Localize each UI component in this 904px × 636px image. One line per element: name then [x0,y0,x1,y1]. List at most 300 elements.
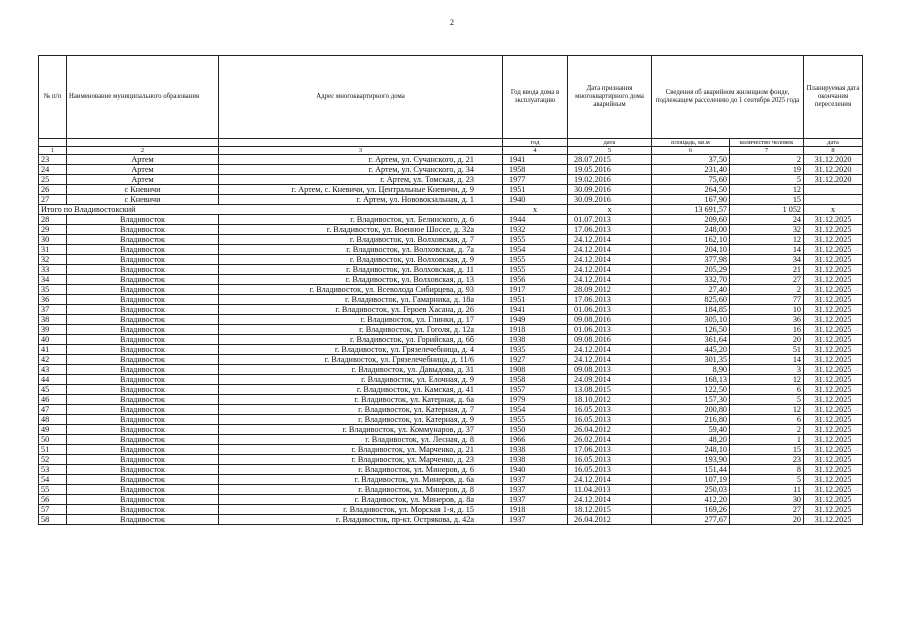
end-date-cell: 31.12.2025 [804,225,863,235]
area-cell: 209,60 [652,215,730,225]
year-cell: 1918 [503,505,568,515]
year-cell: 1937 [503,495,568,505]
recognition-date-cell: 09.08.2013 [568,365,652,375]
municipality-cell: Владивосток [67,295,219,305]
recognition-date-cell: 24.12.2014 [568,475,652,485]
units-empty [219,139,503,147]
recognition-date-cell: 13.08.2015 [568,385,652,395]
area-cell: 361,64 [652,335,730,345]
row-number: 30 [39,235,67,245]
area-cell: 37,50 [652,155,730,165]
address-cell: г. Владивосток, ул. Военное Шоссе, д. 32а [219,225,503,235]
address-cell: г. Артем, ул. Сучанского, д. 21 [219,155,503,165]
row-number: 27 [39,195,67,205]
end-date-cell: 31.12.2025 [804,375,863,385]
area-cell: 264,50 [652,185,730,195]
header-year: Год ввода дома в эксплуатацию [503,56,568,139]
people-count-cell: 30 [730,495,804,505]
people-count-cell: 34 [730,255,804,265]
people-count-cell: 36 [730,315,804,325]
table-row [39,355,863,365]
people-count-cell: 27 [730,505,804,515]
column-number: 3 [219,147,503,155]
recognition-date-cell: 16.05.2013 [568,455,652,465]
area-cell: 205,29 [652,265,730,275]
municipality-cell: с Кневичи [67,185,219,195]
people-count-cell: 3 [730,365,804,375]
end-date-cell: 31.12.2025 [804,255,863,265]
recognition-date-cell: 26.04.2012 [568,515,652,525]
year-cell: 1935 [503,345,568,355]
area-cell: 162,10 [652,235,730,245]
row-number: 28 [39,215,67,225]
table-row [39,195,863,205]
table-row [39,395,863,405]
table-row [39,465,863,475]
area-cell: 107,19 [652,475,730,485]
table-row [39,345,863,355]
recognition-date-cell: 11.04.2013 [568,485,652,495]
table-row [39,505,863,515]
recognition-date-cell: 24.12.2014 [568,275,652,285]
year-cell: 1951 [503,185,568,195]
area-cell: 27,40 [652,285,730,295]
address-cell: г. Владивосток, ул. Марченко, д. 21 [219,445,503,455]
end-date-cell: 31.12.2020 [804,165,863,175]
year-cell: 1941 [503,305,568,315]
table-row [39,515,863,525]
end-date-cell: 31.12.2025 [804,315,863,325]
end-date-cell: 31.12.2020 [804,175,863,185]
row-number: 32 [39,255,67,265]
address-cell: г. Владивосток, ул. Волховская, д. 13 [219,275,503,285]
subtotal-date: x [568,205,652,215]
people-count-cell: 5 [730,475,804,485]
recognition-date-cell: 30.09.2016 [568,185,652,195]
address-cell: г. Владивосток, ул. Гоголя, д. 12а [219,325,503,335]
recognition-date-cell: 01.06.2013 [568,325,652,335]
year-cell: 1954 [503,245,568,255]
area-cell: 445,20 [652,345,730,355]
table-row [39,365,863,375]
row-number: 25 [39,175,67,185]
end-date-cell: 31.12.2025 [804,505,863,515]
municipality-cell: Владивосток [67,215,219,225]
end-date-cell: 31.12.2025 [804,395,863,405]
table-row [39,175,863,185]
row-number: 42 [39,355,67,365]
recognition-date-cell: 24.12.2014 [568,265,652,275]
end-date-cell: 31.12.2025 [804,245,863,255]
header-emergency-info: Сведения об аварийном жилищном фонде, подлежащем расселению до 1 сентября 2025 года [652,56,804,139]
address-cell: г. Владивосток, ул. Волховская, д. 7а [219,245,503,255]
people-count-cell: 77 [730,295,804,305]
year-cell: 1940 [503,195,568,205]
area-cell: 193,90 [652,455,730,465]
people-count-cell: 5 [730,175,804,185]
row-number: 48 [39,415,67,425]
people-count-cell: 5 [730,395,804,405]
table-row [39,315,863,325]
end-date-cell [804,195,863,205]
table-row [39,445,863,455]
year-cell: 1937 [503,485,568,495]
recognition-date-cell: 09.08.2016 [568,315,652,325]
end-date-cell [804,185,863,195]
row-number: 29 [39,225,67,235]
area-cell: 184,85 [652,305,730,315]
row-number: 36 [39,295,67,305]
municipality-cell: Владивосток [67,255,219,265]
year-cell: 1955 [503,255,568,265]
municipality-cell: Владивосток [67,425,219,435]
address-cell: г. Владивосток, ул. Коммунаров, д. 37 [219,425,503,435]
area-cell: 126,50 [652,325,730,335]
people-count-cell: 32 [730,225,804,235]
address-cell: г. Владивосток, ул. Гамарника, д. 18а [219,295,503,305]
table-row [39,375,863,385]
year-cell: 1938 [503,455,568,465]
row-number: 47 [39,405,67,415]
table-row [39,235,863,245]
end-date-cell: 31.12.2025 [804,475,863,485]
row-number: 40 [39,335,67,345]
municipality-cell: Артем [67,175,219,185]
table-row [39,255,863,265]
municipality-cell: Владивосток [67,415,219,425]
end-date-cell: 31.12.2025 [804,235,863,245]
row-number: 38 [39,315,67,325]
area-cell: 248,10 [652,445,730,455]
subtotal-people: 1 052 [730,205,804,215]
address-cell: г. Артем, ул. Нововокзальная, д. 1 [219,195,503,205]
municipality-cell: Владивосток [67,475,219,485]
end-date-cell: 31.12.2025 [804,335,863,345]
table-row [39,185,863,195]
subtotal-area: 13 691,57 [652,205,730,215]
address-cell: г. Владивосток, ул. Грязелечебница, д. 4 [219,345,503,355]
people-count-cell: 23 [730,455,804,465]
year-cell: 1958 [503,165,568,175]
area-cell: 8,90 [652,365,730,375]
row-number: 54 [39,475,67,485]
end-date-cell: 31.12.2025 [804,365,863,375]
row-number: 51 [39,445,67,455]
municipality-cell: Владивосток [67,355,219,365]
recognition-date-cell: 18.10.2012 [568,395,652,405]
people-count-cell: 12 [730,185,804,195]
table-row [39,405,863,415]
row-number: 43 [39,365,67,375]
recognition-date-cell: 18.12.2015 [568,505,652,515]
row-number: 26 [39,185,67,195]
year-cell: 1955 [503,415,568,425]
municipality-cell: Владивосток [67,345,219,355]
row-number: 56 [39,495,67,505]
column-numbers-row [39,147,863,155]
municipality-cell: Владивосток [67,245,219,255]
end-date-cell: 31.12.2025 [804,485,863,495]
people-count-cell: 20 [730,335,804,345]
year-cell: 1954 [503,405,568,415]
recognition-date-cell: 24.09.2014 [568,375,652,385]
year-cell: 1950 [503,425,568,435]
area-cell: 75,60 [652,175,730,185]
address-cell: г. Артем, ул. Сучанского, д. 34 [219,165,503,175]
end-date-cell: 31.12.2025 [804,465,863,475]
table-row [39,485,863,495]
people-count-cell: 8 [730,465,804,475]
municipality-cell: Владивосток [67,365,219,375]
area-cell: 169,26 [652,505,730,515]
year-cell: 1979 [503,395,568,405]
row-number: 33 [39,265,67,275]
address-cell: г. Владивосток, ул. Героев Хасана, д. 26 [219,305,503,315]
area-cell: 168,13 [652,375,730,385]
year-cell: 1938 [503,335,568,345]
header-address: Адрес многоквартирного дома [219,56,503,139]
people-count-cell: 6 [730,385,804,395]
year-cell: 1937 [503,475,568,485]
municipality-cell: с Кневичи [67,195,219,205]
end-date-cell: 31.12.2025 [804,415,863,425]
end-date-cell: 31.12.2025 [804,515,863,525]
year-cell: 1918 [503,325,568,335]
end-date-cell: 31.12.2025 [804,345,863,355]
recognition-date-cell: 28.09.2012 [568,285,652,295]
address-cell: г. Владивосток, ул. Минеров, д. 6 [219,465,503,475]
resettlement-table [38,55,863,525]
end-date-cell: 31.12.2020 [804,155,863,165]
people-count-cell: 12 [730,405,804,415]
municipality-cell: Владивосток [67,495,219,505]
table-row [39,225,863,235]
municipality-cell: Владивосток [67,375,219,385]
end-date-cell: 31.12.2025 [804,405,863,415]
municipality-cell: Владивосток [67,235,219,245]
address-cell: г. Владивосток, ул. Морская 1-я, д. 15 [219,505,503,515]
year-cell: 1957 [503,385,568,395]
end-date-cell: 31.12.2025 [804,215,863,225]
column-number: 4 [503,147,568,155]
recognition-date-cell: 16.05.2013 [568,465,652,475]
address-cell: г. Владивосток, ул. Лесная, д. 8 [219,435,503,445]
recognition-date-cell: 24.12.2014 [568,345,652,355]
address-cell: г. Владивосток, ул. Всеволода Сибирцева, д. 93 [219,285,503,295]
address-cell: г. Владивосток, ул. Катерная, д. 6а [219,395,503,405]
row-number: 24 [39,165,67,175]
column-number: 6 [652,147,730,155]
year-cell: 1938 [503,445,568,455]
table-row [39,285,863,295]
subtotal-label: Итого по Владивостокский [39,205,503,215]
people-count-cell: 14 [730,355,804,365]
recognition-date-cell: 16.05.2013 [568,405,652,415]
table-row [39,165,863,175]
area-cell: 412,20 [652,495,730,505]
municipality-cell: Владивосток [67,265,219,275]
people-count-cell: 1 [730,435,804,445]
row-number: 53 [39,465,67,475]
header-municipality: Наименование муниципального образования [67,56,219,139]
end-date-cell: 31.12.2025 [804,455,863,465]
header-end-date: Планируемая дата окончания переселения [804,56,863,139]
table-row [39,155,863,165]
year-cell: 1944 [503,215,568,225]
area-cell: 250,03 [652,485,730,495]
row-number: 31 [39,245,67,255]
people-count-cell: 21 [730,265,804,275]
row-number: 41 [39,345,67,355]
subtotal-row [39,205,863,215]
year-cell: 1966 [503,435,568,445]
year-cell: 1917 [503,285,568,295]
units-empty [39,139,67,147]
year-cell: 1927 [503,355,568,365]
table-row [39,435,863,445]
table-row [39,385,863,395]
address-cell: г. Владивосток, ул. Давыдова, д. 31 [219,365,503,375]
row-number: 58 [39,515,67,525]
recognition-date-cell: 17.06.2013 [568,225,652,235]
address-cell: г. Владивосток, ул. Минеров, д. 8а [219,495,503,505]
column-number: 1 [39,147,67,155]
recognition-date-cell: 17.06.2013 [568,445,652,455]
area-cell: 48,20 [652,435,730,445]
address-cell: г. Владивосток, ул. Горийская, д. 6б [219,335,503,345]
municipality-cell: Владивосток [67,505,219,515]
address-cell: г. Владивосток, ул. Камская, д. 41 [219,385,503,395]
area-cell: 59,40 [652,425,730,435]
units-area: площадь, кв.м [652,139,730,147]
recognition-date-cell: 19.02.2016 [568,175,652,185]
people-count-cell: 6 [730,415,804,425]
end-date-cell: 31.12.2025 [804,305,863,315]
table-row [39,265,863,275]
units-recognition-date: дата [568,139,652,147]
area-cell: 377,98 [652,255,730,265]
municipality-cell: Артем [67,155,219,165]
address-cell: г. Владивосток, ул. Волховская, д. 11 [219,265,503,275]
units-people: количество человек [730,139,804,147]
people-count-cell: 20 [730,515,804,525]
header-no: № п/п [39,56,67,139]
area-cell: 332,70 [652,275,730,285]
table-row [39,335,863,345]
people-count-cell: 12 [730,235,804,245]
table-row [39,455,863,465]
area-cell: 122,50 [652,385,730,395]
municipality-cell: Владивосток [67,305,219,315]
area-cell: 167,90 [652,195,730,205]
year-cell: 1941 [503,155,568,165]
row-number: 34 [39,275,67,285]
recognition-date-cell: 19.05.2016 [568,165,652,175]
year-cell: 1932 [503,225,568,235]
municipality-cell: Владивосток [67,225,219,235]
area-cell: 216,80 [652,415,730,425]
municipality-cell: Владивосток [67,445,219,455]
units-year: год [503,139,568,147]
row-number: 55 [39,485,67,495]
table-row [39,245,863,255]
people-count-cell: 11 [730,485,804,495]
table-row [39,425,863,435]
end-date-cell: 31.12.2025 [804,425,863,435]
units-end-date: дата [804,139,863,147]
row-number: 49 [39,425,67,435]
table-row [39,295,863,305]
subtotal-year: x [503,205,568,215]
recognition-date-cell: 09.08.2016 [568,335,652,345]
address-cell: г. Владивосток, ул. Катерная, д. 9 [219,415,503,425]
area-cell: 305,10 [652,315,730,325]
municipality-cell: Владивосток [67,325,219,335]
people-count-cell: 2 [730,425,804,435]
row-number: 44 [39,375,67,385]
municipality-cell: Артем [67,165,219,175]
subtotal-end: x [804,205,863,215]
municipality-cell: Владивосток [67,485,219,495]
row-number: 46 [39,395,67,405]
area-cell: 151,44 [652,465,730,475]
recognition-date-cell: 26.04.2012 [568,425,652,435]
column-number: 2 [67,147,219,155]
municipality-cell: Владивосток [67,285,219,295]
recognition-date-cell: 28.07.2015 [568,155,652,165]
table-row [39,415,863,425]
area-cell: 231,40 [652,165,730,175]
address-cell: г. Владивосток, ул. Грязелечебница, д. 11/6 [219,355,503,365]
people-count-cell: 16 [730,325,804,335]
address-cell: г. Владивосток, ул. Катерная, д. 7 [219,405,503,415]
column-number: 7 [730,147,804,155]
end-date-cell: 31.12.2025 [804,355,863,365]
year-cell: 1958 [503,375,568,385]
municipality-cell: Владивосток [67,275,219,285]
recognition-date-cell: 30.09.2016 [568,195,652,205]
table-row [39,275,863,285]
address-cell: г. Владивосток, ул. Елочная, д. 9 [219,375,503,385]
municipality-cell: Владивосток [67,335,219,345]
end-date-cell: 31.12.2025 [804,275,863,285]
address-cell: г. Владивосток, ул. Глинки, д. 17 [219,315,503,325]
area-cell: 301,35 [652,355,730,365]
recognition-date-cell: 17.06.2013 [568,295,652,305]
municipality-cell: Владивосток [67,405,219,415]
address-cell: г. Владивосток, ул. Минеров, д. 6а [219,475,503,485]
units-row [39,139,863,147]
municipality-cell: Владивосток [67,465,219,475]
end-date-cell: 31.12.2025 [804,495,863,505]
year-cell: 1955 [503,265,568,275]
end-date-cell: 31.12.2025 [804,435,863,445]
table-row [39,325,863,335]
address-cell: г. Артем, с. Кневичи, ул. Центральные Кневичи, д. 9 [219,185,503,195]
area-cell: 157,30 [652,395,730,405]
municipality-cell: Владивосток [67,395,219,405]
row-number: 52 [39,455,67,465]
area-cell: 825,60 [652,295,730,305]
people-count-cell: 12 [730,375,804,385]
year-cell: 1940 [503,465,568,475]
recognition-date-cell: 24.12.2014 [568,255,652,265]
area-cell: 277,67 [652,515,730,525]
people-count-cell: 24 [730,215,804,225]
municipality-cell: Владивосток [67,385,219,395]
recognition-date-cell: 16.05.2013 [568,415,652,425]
end-date-cell: 31.12.2025 [804,445,863,455]
